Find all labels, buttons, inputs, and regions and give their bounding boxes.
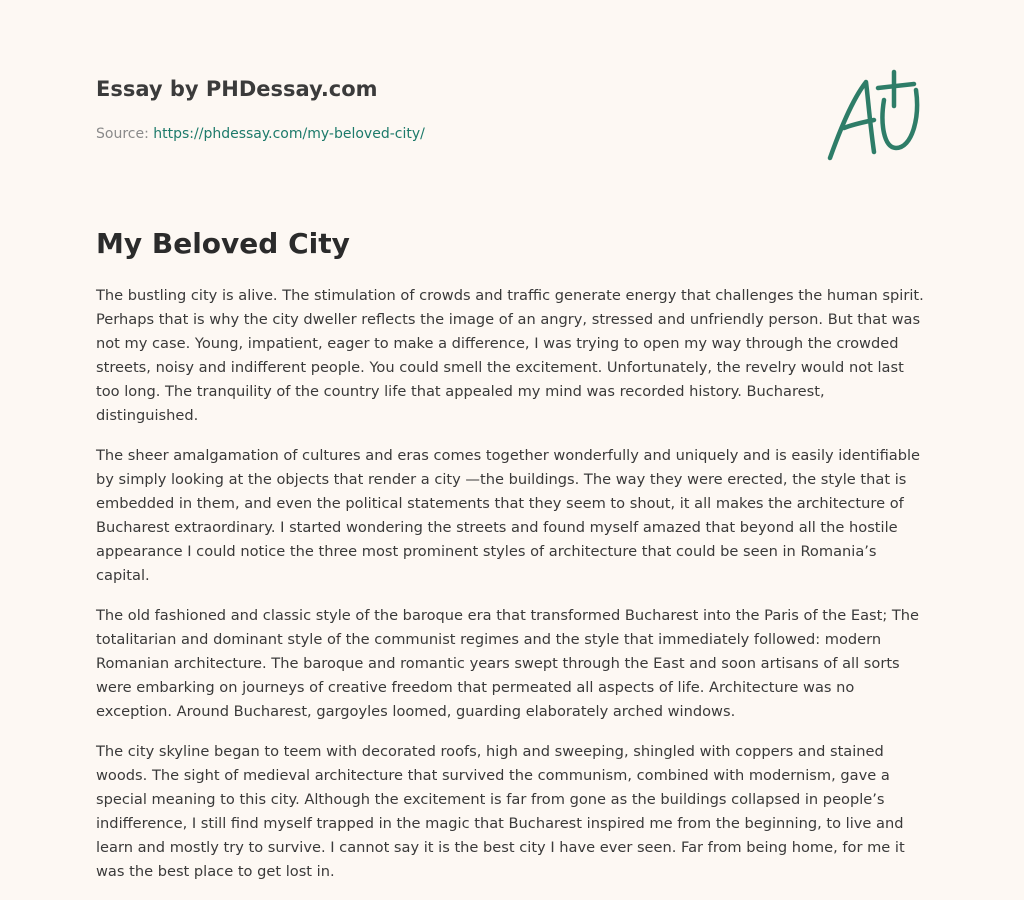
essay-paragraph: The bustling city is alive. The stimulation of crowds and traffic generate energy that challenges the human spirit. Perhaps that is why the city dweller reflects the image of an angry, stressed and unfriendly person. But that was not my case. Young, impatient, eager to make a difference, I was trying to open my way through the crowded streets, noisy and indifferent people. You could smell the excitement. Unfortunately, the revelry would not last too long. The tranquility of the country life that appealed my mind was recorded history. Bucharest, distinguished.: [96, 287, 924, 424]
source-line: [96, 124, 796, 144]
essay-title: My Beloved City: [96, 227, 350, 260]
essay-paragraph: The old fashioned and classic style of the baroque era that transformed Bucharest into the Paris of the East; The totalitarian and dominant style of the communist regimes and the style that immediately followed: modern Romanian architecture. The baroque and romantic years swept through the East and soon artisans of all sorts were embarking on journeys of creative freedom that permeated all aspects of life. Architecture was no exception. Around Bucharest, gargoyles loomed, guarding elaborately arched windows.: [96, 607, 920, 720]
source-label: Source:: [96, 126, 149, 142]
a-plus-grade-icon: [822, 68, 926, 164]
source-link[interactable]: https://phdessay.com/my-beloved-city/: [153, 126, 425, 142]
essay-header: [96, 74, 796, 144]
essay-body: [96, 284, 930, 900]
essay-paragraph: The sheer amalgamation of cultures and eras comes together wonderfully and uniquely and is easily identifiable by simply looking at the objects that render a city —the buildings. The way they were erected, the style that is embedded in them, and even the political statements that they seem to shout, it all makes the architecture of Bucharest extraordinary. I started wondering the streets and found myself amazed that beyond all the hostile appearance I could notice the three most prominent styles of architecture that could be seen in Romania’s capital.: [96, 447, 921, 584]
brand-title: Essay by PHDessay.com: [96, 77, 378, 101]
essay-paragraph: The city skyline began to teem with decorated roofs, high and sweeping, shingled with coppers and stained woods. The sight of medieval architecture that survived the communism, combined with modernism, gave a special meaning to this city. Although the excitement is far from gone as the buildings collapsed in people’s indifference, I still find myself trapped in the magic that Bucharest inspired me from the beginning, to live and learn and mostly try to survive. I cannot say it is the best city I have ever seen. Far from being home, for me it was the best place to get lost in.: [96, 743, 905, 880]
